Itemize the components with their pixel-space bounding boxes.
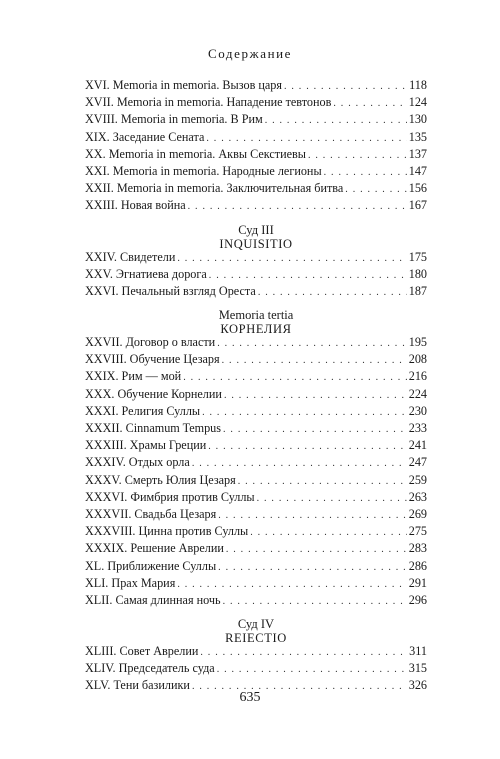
toc-entry xyxy=(85,78,427,95)
toc-entry xyxy=(85,490,427,507)
toc-entry-title: XXXVI. Фимбрия против Суллы xyxy=(85,489,255,504)
part-subtitle: КОРНЕЛИЯ xyxy=(220,322,292,337)
dot-leader xyxy=(223,424,407,435)
part-subtitle: INQUISITIO xyxy=(219,236,293,251)
toc-entry-title: XXVII. Договор о власти xyxy=(85,335,216,350)
toc-entry-title: XXXVIII. Цинна против Суллы xyxy=(85,524,249,539)
toc-entry xyxy=(85,644,427,661)
dot-leader xyxy=(188,201,407,212)
toc-entry xyxy=(85,147,427,164)
toc-entry xyxy=(85,335,427,352)
toc-entry-title: XVI. Memoria in memoria. Вызов царя xyxy=(85,78,282,92)
toc-entry-title: XLI. Прах Мария xyxy=(85,575,176,590)
toc-entry xyxy=(85,524,427,541)
dot-leader xyxy=(177,579,406,590)
dot-leader xyxy=(257,493,407,504)
dot-leader xyxy=(192,458,407,469)
toc-entry-title: XXXIX. Решение Аврелии xyxy=(85,541,224,556)
toc-entry-page: 180 xyxy=(408,266,427,281)
part-name: Memoria tertia xyxy=(218,308,294,323)
toc-entry-title: XXIX. Рим — мой xyxy=(85,369,182,384)
toc-entry-page: 118 xyxy=(409,78,427,92)
toc-entry-page: 195 xyxy=(408,335,427,350)
dot-leader xyxy=(284,81,407,92)
toc-entry-page: 296 xyxy=(408,592,427,607)
toc-block-2 xyxy=(85,250,427,302)
toc-entry-title: XXXIII. Храмы Греции xyxy=(85,438,207,453)
toc-entry xyxy=(85,181,427,198)
toc-entry-title: XXVIII. Обучение Цезаря xyxy=(85,352,220,367)
toc-entry xyxy=(85,438,427,455)
page-number: 635 xyxy=(239,690,261,705)
toc-entry xyxy=(85,387,427,404)
part-name: Суд IV xyxy=(237,617,275,632)
toc-entry xyxy=(85,576,427,593)
dot-leader xyxy=(324,167,407,178)
toc-entry-page: 156 xyxy=(408,181,427,196)
toc-entry-page: 216 xyxy=(408,369,427,384)
toc-entry-page: 124 xyxy=(408,95,427,110)
toc-entry-title: XXXVII. Свадьба Цезаря xyxy=(85,506,217,521)
part-name: Суд III xyxy=(238,222,274,237)
part-heading-trial-4 xyxy=(85,610,427,644)
toc-entry-page: 311 xyxy=(409,644,427,659)
dot-leader xyxy=(258,287,407,298)
toc-entry xyxy=(85,198,427,215)
toc-entry-page: 326 xyxy=(408,678,427,693)
toc-entry-page: 130 xyxy=(408,112,427,127)
toc-block-3 xyxy=(85,335,427,610)
toc-entry xyxy=(85,164,427,181)
toc-entry-title: XXXIV. Отдых орла xyxy=(85,455,190,470)
toc-entry xyxy=(85,267,427,284)
toc-entry-page: 263 xyxy=(408,489,427,504)
dot-leader xyxy=(200,647,407,658)
toc-entry-title: XL. Приближение Суллы xyxy=(85,558,217,573)
toc-entry-title: XXIII. Новая война xyxy=(85,198,186,213)
toc-entry xyxy=(85,352,427,369)
toc-entry xyxy=(85,593,427,610)
dot-leader xyxy=(209,270,407,281)
part-heading-trial-3 xyxy=(85,216,427,250)
dot-leader xyxy=(183,372,407,383)
toc-block-4 xyxy=(85,644,427,696)
toc-entry-page: 283 xyxy=(408,541,427,556)
toc-entry-title: XXI. Memoria in memoria. Народные легионы xyxy=(85,163,322,178)
toc-entry xyxy=(85,473,427,490)
toc-entry xyxy=(85,421,427,438)
dot-leader xyxy=(222,355,407,366)
toc-entry-page: 291 xyxy=(408,575,427,590)
toc-entry-title: XXIV. Свидетели xyxy=(85,249,176,264)
running-header: Содержание xyxy=(207,46,293,61)
toc-entry xyxy=(85,507,427,524)
toc-entry xyxy=(85,661,427,678)
toc-entry-title: XVII. Memoria in memoria. Нападение тевтонов xyxy=(85,95,332,110)
toc-entry-title: XXXV. Смерть Юлия Цезаря xyxy=(85,472,236,487)
toc-entry xyxy=(85,541,427,558)
toc-entry xyxy=(85,455,427,472)
toc-entry-page: 175 xyxy=(408,249,427,264)
toc-entry-page: 147 xyxy=(408,163,427,178)
dot-leader xyxy=(208,441,406,452)
table-of-contents xyxy=(85,78,427,696)
toc-entry-page: 275 xyxy=(408,524,427,539)
toc-entry-title: XLII. Самая длинная ночь xyxy=(85,592,221,607)
part-heading-memoria-tertia xyxy=(85,301,427,335)
toc-entry-title: XIX. Заседание Сената xyxy=(85,129,205,144)
toc-entry-title: XXXII. Cinnamum Tempus xyxy=(85,421,222,435)
toc-entry-title: XX. Memoria in memoria. Аквы Секстиевы xyxy=(85,146,306,161)
dot-leader xyxy=(308,150,407,161)
toc-entry-title: XXV. Эгнатиева дорога xyxy=(85,266,207,281)
dot-leader xyxy=(265,115,407,126)
toc-entry-page: 259 xyxy=(408,472,427,487)
dot-leader xyxy=(345,184,406,195)
toc-entry-title: XXII. Memoria in memoria. Заключительная битва xyxy=(85,181,344,196)
dot-leader xyxy=(177,253,406,264)
dot-leader xyxy=(218,562,407,573)
toc-entry-title: XVIII. Memoria in memoria. В Рим xyxy=(85,112,263,127)
toc-entry xyxy=(85,369,427,386)
toc-entry-title: XXVI. Печальный взгляд Ореста xyxy=(85,283,256,298)
dot-leader xyxy=(223,596,407,607)
dot-leader xyxy=(217,664,407,675)
toc-entry xyxy=(85,559,427,576)
dot-leader xyxy=(250,527,406,538)
toc-entry-title: XXXI. Религия Суллы xyxy=(85,403,201,418)
toc-entry-page: 315 xyxy=(408,661,427,676)
dot-leader xyxy=(226,544,407,555)
dot-leader xyxy=(224,390,407,401)
dot-leader xyxy=(217,338,407,349)
toc-entry-title: XLIII. Совет Аврелии xyxy=(85,644,199,659)
toc-entry-page: 208 xyxy=(408,352,427,367)
toc-entry-title: XXX. Обучение Корнелии xyxy=(85,386,222,401)
toc-entry xyxy=(85,112,427,129)
dot-leader xyxy=(333,98,406,109)
toc-entry-page: 224 xyxy=(408,386,427,401)
toc-entry-page: 241 xyxy=(408,438,427,453)
toc-entry-title: XLIV. Председатель суда xyxy=(85,661,215,676)
toc-entry xyxy=(85,95,427,112)
toc-entry-page: 247 xyxy=(408,455,427,470)
toc-entry-page: 269 xyxy=(408,506,427,521)
toc-entry-page: 230 xyxy=(408,403,427,418)
toc-entry-page: 137 xyxy=(408,146,427,161)
dot-leader xyxy=(206,133,406,144)
toc-entry xyxy=(85,284,427,301)
toc-entry xyxy=(85,404,427,421)
dot-leader xyxy=(202,407,407,418)
toc-entry xyxy=(85,130,427,147)
dot-leader xyxy=(218,510,406,521)
toc-entry xyxy=(85,250,427,267)
toc-block-1 xyxy=(85,78,427,216)
toc-entry-title: XLV. Тени базилики xyxy=(85,678,190,693)
toc-entry-page: 135 xyxy=(408,129,427,144)
toc-entry-page: 286 xyxy=(408,558,427,573)
toc-entry-page: 167 xyxy=(408,198,427,213)
toc-entry-page: 187 xyxy=(408,283,427,298)
dot-leader xyxy=(238,476,407,487)
part-subtitle: REIECTIO xyxy=(225,631,287,646)
toc-entry-page: 233 xyxy=(408,421,427,435)
